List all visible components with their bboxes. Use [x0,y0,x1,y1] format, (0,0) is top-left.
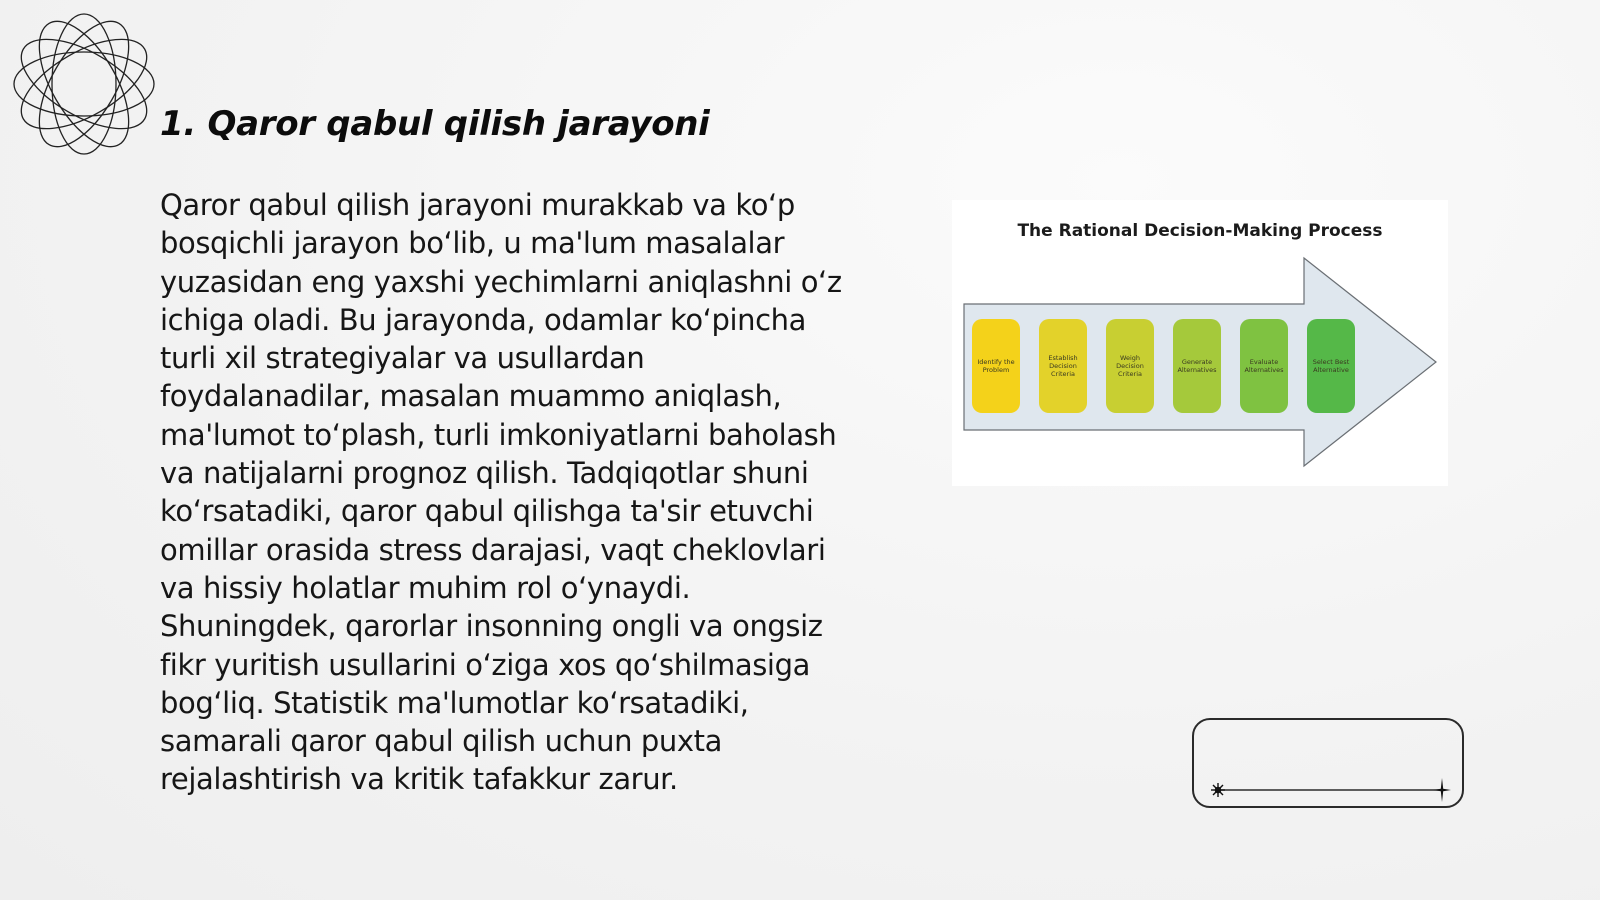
decision-process-figure [952,200,1448,486]
process-step-label: Establish [1048,354,1078,362]
cross-star-icon [1433,778,1451,802]
timeline-line [1194,720,1466,810]
sparkle-icon [1211,783,1225,797]
decision-process-diagram [952,200,1448,486]
body-paragraph: Qaror qabul qilish jarayoni murakkab va ko‘p bosqichli jarayon bo‘lib, u ma'lum masalalar yuzasidan eng yaxshi yechimlarni aniqlashni o‘z ichiga oladi. Bu jarayonda, odamlar ko‘pincha turli xil strategiyalar va usullardan foydalanadilar, masalan muammo aniqlash, ma'lumot to‘plash, turli imkoniyatlarni baholash va natijalarni prognoz qilish. Tadqiqotlar shuni ko‘rsatadiki, qaror qabul qilishga ta'sir etuvchi omillar orasida stress darajasi, vaqt cheklovlari va hissiy holatlar muhim rol o‘ynaydi. Shuningdek, qarorlar insonning ongli va ongsiz fikr yuritish usullarini o‘ziga xos qo‘shilmasiga bog‘liq. Statistik ma'lumotlar ko‘rsatadiki, samarali qaror qabul qilish uchun puxta rejalashtirish va kritik tafakkur zarur. [160,188,842,797]
timeline-decoration [1192,718,1464,808]
process-step-label: Weigh [1119,354,1141,362]
process-step-label: Select Best [1312,358,1350,366]
process-step [1240,319,1288,413]
process-step-label: Alternative [1313,366,1349,374]
process-step [1039,319,1087,413]
figure-title: The Rational Decision-Making Process [1017,221,1383,241]
process-step [972,319,1020,413]
process-step-label: Criteria [1050,370,1076,378]
process-step [1173,319,1221,413]
process-step-label: Generate [1181,358,1213,366]
process-step-label: Decision [1049,362,1077,370]
process-step-label: Alternatives [1244,366,1284,374]
process-step-label: Decision [1116,362,1144,370]
process-step-label: Alternatives [1177,366,1217,374]
orbit-rings-icon [8,8,160,160]
slide-title: 1. Qaror qabul qilish jarayoni [160,104,710,144]
process-step-label: Identify the [977,358,1015,366]
process-step [1106,319,1154,413]
process-step-label: Problem [982,366,1010,374]
process-step-label: Evaluate [1249,358,1279,366]
process-step-label: Criteria [1117,370,1143,378]
process-step [1307,319,1355,413]
